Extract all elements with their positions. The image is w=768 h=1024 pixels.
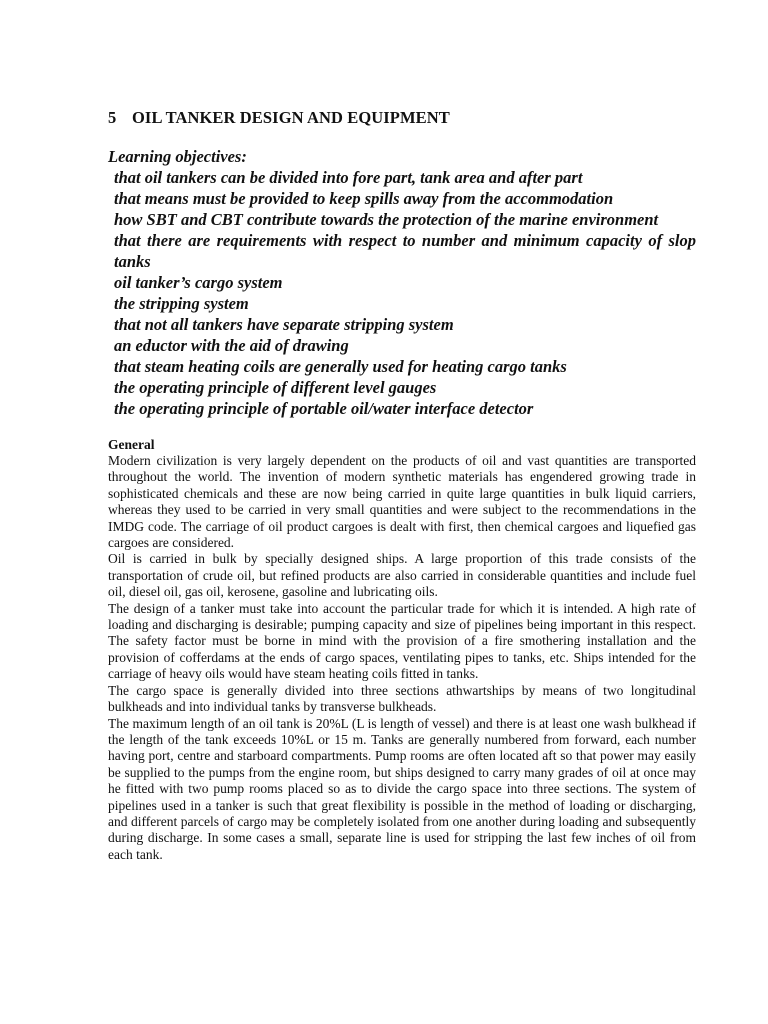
objective-item: the stripping system [114, 294, 249, 313]
objective-item: the operating principle of portable oil/water interface detector [114, 399, 534, 418]
body-paragraph: The cargo space is generally divided into three sections athwartships by means of two longitudinal bulkheads and into individual tanks by transverse bulkheads. [108, 682, 696, 715]
body-paragraph: The maximum length of an oil tank is 20%L (L is length of vessel) and there is at least one wash bulkhead if the length of the tank exceeds 10%L or 15 m. Tanks are generally numbered from forward, each number having port, centre and starboard compartments. Pump rooms are often located aft so that power may easily be supplied to the pumps from the engine room, but ships designed to carry many grades of oil at once may he fitted with two pump rooms placed so as to divide the cargo space into three sections. The system of pipelines used in a tanker is such that great flexibility is possible in the method of loading or discharging, and different parcels of cargo may be completely isolated from one another during loading and subsequently during discharge. In some cases a small, separate line is used for stripping the last few inches of oil from each tank. [108, 715, 696, 862]
objective-item: how SBT and CBT contribute towards the protection of the marine environment [114, 210, 659, 229]
objective-item: that steam heating coils are generally used for heating cargo tanks [114, 357, 567, 376]
chapter-title-text: OIL TANKER DESIGN AND EQUIPMENT [132, 108, 450, 127]
learning-objectives-list [108, 167, 696, 419]
section-heading-general: General [108, 437, 155, 452]
objective-item: the operating principle of different level gauges [114, 378, 437, 397]
body-paragraph: The design of a tanker must take into account the particular trade for which it is intended. A high rate of loading and discharging is desirable; pumping capacity and size of pipelines being important in this respect. The safety factor must be borne in mind with the provision of a fire smothering installation and the provision of cofferdams at the ends of cargo spaces, ventilating pipes to tanks, etc. Ships intended for the carriage of heavy oils would have steam heating coils fitted in tanks. [108, 600, 696, 682]
learning-objectives-heading: Learning objectives: [108, 147, 247, 166]
objective-item: that not all tankers have separate stripping system [114, 315, 454, 334]
body-paragraph: Modern civilization is very largely dependent on the products of oil and vast quantities are transported throughout the world. The invention of modern synthetic materials has engendered growing trade in sophisticated chemicals and these are now being carried in quite large quantities in bulk liquid carriers, whereas they used to be carried in very small quantities and were subject to the recommendations in the IMDG code. The carriage of oil product cargoes is dealt with first, then chemical cargoes and liquefied gas cargoes are considered. [108, 453, 696, 551]
document-page [108, 108, 696, 863]
objective-item: that there are requirements with respect to number and minimum capacity of slop tanks [114, 231, 696, 271]
body-paragraph: Oil is carried in bulk by specially designed ships. A large proportion of this trade consists of the transportation of crude oil, but refined products are also carried in considerable quantities and include fuel oil, diesel oil, gas oil, kerosene, gasoline and lubricating oils. [108, 551, 696, 600]
chapter-number: 5 [108, 108, 117, 127]
objective-item: that oil tankers can be divided into fore part, tank area and after part [114, 168, 583, 187]
chapter-title [108, 108, 696, 128]
objective-item: an eductor with the aid of drawing [114, 336, 349, 355]
objective-item: that means must be provided to keep spills away from the accommodation [114, 189, 614, 208]
objective-item: oil tanker’s cargo system [114, 273, 283, 292]
